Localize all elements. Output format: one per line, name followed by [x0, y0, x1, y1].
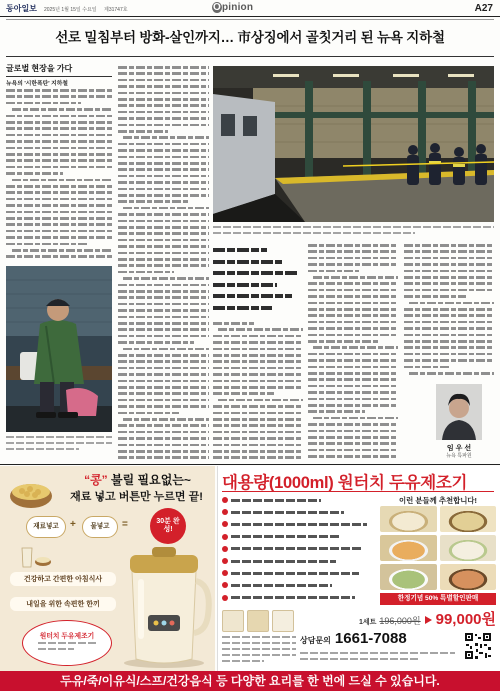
text-line	[213, 450, 303, 453]
text-line	[118, 328, 209, 331]
text-line	[6, 89, 112, 92]
ad-title-rule	[222, 491, 494, 492]
text-line	[213, 226, 494, 228]
text-line	[6, 191, 112, 194]
text-line	[213, 283, 277, 287]
text-line	[6, 243, 88, 246]
product-thumb	[247, 610, 269, 632]
text-line	[118, 405, 209, 408]
text-line	[118, 168, 209, 171]
text-line	[404, 295, 466, 298]
text-line	[12, 108, 112, 111]
series-title: 글로벌 현장을 가다	[6, 63, 112, 77]
text-line	[218, 328, 303, 331]
food-photo-soymilk	[380, 506, 437, 532]
recommend-heading: 이런 분들께 추천합니다!	[399, 496, 477, 505]
text-line	[222, 642, 296, 644]
qr-code-icon	[464, 632, 492, 660]
text-line	[213, 260, 282, 264]
checklist-item	[231, 584, 332, 587]
text-line	[404, 244, 494, 247]
text-line	[213, 271, 298, 275]
text-line	[213, 294, 292, 298]
text-line	[308, 410, 365, 413]
text-line	[308, 295, 398, 298]
text-line	[118, 290, 209, 293]
text-line	[308, 436, 398, 439]
text-line	[118, 412, 179, 415]
step-ingredients: 재료넣고	[26, 516, 66, 538]
text-line	[118, 360, 209, 363]
text-line	[213, 386, 303, 389]
text-line	[118, 181, 209, 184]
text-line	[308, 391, 398, 394]
text-line	[213, 405, 303, 408]
text-line	[404, 314, 494, 317]
text-line	[308, 334, 398, 337]
text-line	[308, 270, 359, 273]
text-line	[308, 449, 398, 452]
food-photo-soup	[380, 535, 437, 561]
text-line	[6, 102, 81, 105]
phone-number: 1661-7088	[334, 630, 407, 647]
text-line	[118, 399, 209, 402]
text-line	[213, 373, 303, 376]
text-line	[118, 322, 209, 325]
text-line	[6, 134, 112, 137]
text-line	[308, 366, 398, 369]
text-line	[118, 226, 209, 229]
text-line	[118, 220, 209, 223]
article-body-col4	[308, 244, 398, 462]
text-line	[313, 346, 398, 349]
price-sale: 99,000원	[435, 611, 496, 628]
text-line	[404, 353, 494, 356]
text-line	[118, 309, 209, 312]
ad-bottom-banner: 두유/죽/이유식/스프/건강음식 등 다양한 요리를 한 번에 드실 수 있습니다.	[0, 671, 500, 691]
text-line	[409, 302, 494, 305]
text-line	[118, 92, 209, 95]
text-line	[404, 366, 451, 369]
text-line	[6, 255, 112, 258]
text-line	[308, 257, 398, 260]
text-line	[118, 111, 209, 114]
text-line	[118, 85, 209, 88]
text-line	[222, 654, 296, 656]
feature-breakfast: 건강하고 간편한 아침식사	[10, 572, 116, 586]
ad-kicker	[60, 471, 215, 488]
ad-separator	[0, 464, 500, 465]
check-icon	[222, 558, 228, 564]
text-line	[213, 444, 303, 447]
text-line	[118, 303, 209, 306]
text-line	[6, 217, 112, 220]
feature-checklist	[222, 496, 374, 606]
text-line	[118, 367, 209, 370]
checklist-item	[231, 535, 340, 538]
text-line	[6, 223, 112, 226]
checklist-item	[231, 511, 344, 514]
text-line	[308, 289, 398, 292]
text-line	[118, 341, 194, 344]
newspaper-logo: 동아일보	[6, 3, 37, 13]
text-line	[308, 385, 398, 388]
text-line	[308, 423, 398, 426]
text-line	[118, 437, 209, 440]
text-line	[6, 166, 112, 169]
text-line	[308, 398, 398, 401]
article-body-col3	[213, 322, 303, 462]
text-line	[404, 257, 494, 260]
text-line	[308, 442, 398, 445]
text-line	[38, 648, 74, 650]
text-line	[118, 66, 209, 69]
text-line	[404, 346, 494, 349]
feature-meal: 내일을 위한 속편한 한끼	[10, 597, 116, 611]
header-rule	[6, 19, 494, 20]
ad-right-title: 대용량(1000ml) 원터치 두유제조기	[222, 474, 468, 492]
check-icon	[222, 546, 228, 552]
check-icon	[222, 521, 228, 527]
headline-rule	[6, 56, 494, 57]
text-line	[308, 321, 398, 324]
text-line	[313, 276, 398, 279]
text-line	[308, 404, 398, 407]
text-line	[409, 372, 494, 375]
text-line	[404, 321, 494, 324]
text-line	[6, 185, 112, 188]
food-photo-grid	[380, 506, 496, 590]
price-original: 196,000원	[379, 616, 421, 626]
page-number: A27	[474, 2, 493, 14]
text-line	[213, 456, 303, 459]
text-line	[213, 424, 303, 427]
text-line	[118, 79, 209, 82]
text-line	[213, 418, 303, 421]
text-line	[313, 417, 398, 420]
text-line	[213, 412, 303, 415]
text-line	[38, 642, 96, 644]
text-line	[123, 418, 209, 421]
text-line	[6, 204, 112, 207]
columnist-photo	[436, 384, 482, 440]
text-line	[308, 372, 398, 375]
text-line	[213, 232, 415, 234]
photo-caption-2	[213, 226, 494, 240]
text-line	[118, 316, 209, 319]
check-icon	[222, 509, 228, 515]
columnist-portrait	[436, 384, 482, 440]
soymilk-maker-product-image	[118, 545, 212, 668]
text-line	[308, 455, 398, 458]
check-icon	[222, 595, 228, 601]
text-line	[6, 172, 63, 175]
text-line	[308, 250, 398, 253]
section-name: Opinion	[213, 2, 254, 13]
text-line	[123, 136, 209, 139]
text-line	[123, 277, 209, 280]
text-line	[300, 658, 418, 660]
article-body-col2	[118, 66, 209, 462]
text-line	[6, 211, 112, 214]
food-photo-greens	[380, 564, 437, 590]
text-line	[118, 456, 209, 459]
text-line	[118, 284, 209, 287]
text-line	[118, 117, 209, 120]
text-line	[118, 162, 209, 165]
text-line	[6, 95, 112, 98]
text-line	[213, 306, 272, 310]
text-line	[118, 72, 209, 75]
text-line	[6, 127, 112, 130]
article-subheads	[213, 248, 303, 318]
step-plus: +	[70, 519, 76, 530]
text-line	[6, 153, 112, 156]
checklist-item	[231, 547, 363, 550]
food-photo-grain	[440, 564, 497, 590]
subway-passenger-image	[6, 266, 112, 432]
issue-number: 제31747호	[104, 6, 128, 13]
text-line	[404, 263, 494, 266]
text-line	[213, 392, 274, 395]
text-line	[6, 236, 112, 239]
price-row	[300, 608, 496, 629]
phone-contact	[300, 630, 460, 648]
text-line	[6, 442, 112, 444]
phone-label: 상담문의	[300, 636, 331, 645]
check-icon	[222, 497, 228, 503]
text-line	[308, 282, 398, 285]
text-line	[6, 147, 112, 150]
arrow-right-icon	[425, 616, 432, 624]
soymilk-glass-icon	[18, 546, 52, 568]
check-icon	[222, 582, 228, 588]
text-line	[118, 264, 209, 267]
text-line	[213, 348, 303, 351]
text-line	[118, 194, 209, 197]
text-line	[12, 179, 112, 182]
text-line	[118, 156, 209, 159]
text-line	[308, 378, 398, 381]
article-body-col5	[404, 244, 494, 380]
text-line	[222, 660, 264, 662]
text-line	[118, 373, 209, 376]
photo-caption-1	[6, 436, 112, 458]
product-thumb	[272, 610, 294, 632]
text-line	[213, 367, 303, 370]
food-photo-porridge	[440, 506, 497, 532]
text-line	[222, 636, 296, 638]
subway-passenger-photo	[6, 266, 112, 432]
column-subtitle: 뉴욕의 '시한폭탄' 지하철	[6, 81, 68, 87]
text-line	[118, 124, 209, 127]
text-line	[308, 302, 398, 305]
text-line	[118, 258, 209, 261]
check-icon	[222, 534, 228, 540]
text-line	[118, 354, 209, 357]
checklist-item	[231, 499, 321, 502]
text-line	[213, 360, 303, 363]
ad-fineprint-right	[300, 652, 455, 666]
text-line	[308, 430, 398, 433]
text-line	[213, 248, 267, 252]
page-header	[0, 0, 500, 17]
ad-fineprint-left	[222, 636, 296, 666]
text-line	[213, 322, 254, 325]
text-line	[308, 263, 398, 266]
text-line	[118, 188, 209, 191]
text-line	[118, 424, 209, 427]
text-line	[118, 335, 209, 338]
text-line	[308, 327, 398, 330]
price-unit: 1세트	[358, 619, 377, 626]
text-line	[308, 314, 398, 317]
text-line	[6, 159, 112, 162]
checklist-item	[231, 560, 336, 563]
text-line	[218, 399, 303, 402]
text-line	[404, 340, 494, 343]
columnist-name: 임 우 선	[446, 445, 472, 452]
text-line	[308, 353, 398, 356]
text-line	[404, 276, 494, 279]
ad-kicker-text: 불릴 필요없는~	[107, 473, 191, 487]
text-line	[404, 359, 494, 362]
text-line	[308, 308, 398, 311]
text-line	[118, 392, 209, 395]
text-line	[404, 250, 494, 253]
text-line	[6, 121, 112, 124]
step-result-badge: 30분 완성!	[150, 508, 186, 544]
text-line	[6, 140, 112, 143]
text-line	[118, 296, 209, 299]
text-line	[118, 149, 209, 152]
text-line	[12, 249, 112, 252]
text-line	[222, 648, 296, 650]
issue-date: 2025년 1월 15일 수요일	[44, 6, 97, 13]
product-thumb	[222, 610, 244, 632]
subway-platform-photo	[213, 66, 494, 222]
columnist-title: 뉴욕 특파원	[446, 453, 472, 459]
text-line	[118, 444, 209, 447]
text-line	[404, 334, 494, 337]
text-line	[213, 335, 303, 338]
checklist-item	[231, 572, 359, 575]
step-equals: =	[122, 519, 128, 530]
ad-circle-text: 원터치 두유제조기	[39, 633, 95, 640]
text-line	[118, 239, 209, 242]
text-line	[118, 232, 209, 235]
text-line	[118, 104, 209, 107]
text-line	[118, 386, 209, 389]
text-line	[6, 230, 112, 233]
checklist-item	[231, 523, 367, 526]
text-line	[123, 207, 209, 210]
text-line	[118, 130, 168, 133]
ad-left-title: 재료 넣고 버튼만 누르면 끝!	[70, 491, 203, 503]
text-line	[118, 213, 209, 216]
ad-circle-fineprint	[38, 642, 96, 656]
text-line	[118, 252, 209, 255]
headline: 선로 밀침부터 방화-살인까지… 市상징에서 골칫거리 된 뉴욕 지하철	[55, 30, 445, 45]
soybean-bowl-icon	[8, 474, 54, 512]
text-line	[404, 308, 494, 311]
checklist-item	[231, 596, 355, 599]
text-line	[213, 341, 303, 344]
text-line	[213, 380, 303, 383]
text-line	[118, 431, 209, 434]
text-line	[213, 431, 303, 434]
text-line	[308, 244, 398, 247]
text-line	[404, 270, 494, 273]
text-line	[404, 289, 494, 292]
food-photo-babyfood	[440, 535, 497, 561]
promo-banner: 한정기념 50% 특별할인판매	[380, 593, 496, 605]
text-line	[118, 245, 209, 248]
text-line	[118, 98, 209, 101]
text-line	[118, 200, 189, 203]
text-line	[118, 143, 209, 146]
text-line	[6, 115, 112, 118]
ad-kicker-highlight: “콩”	[84, 473, 108, 487]
article-body-col1	[6, 89, 112, 261]
text-line	[404, 327, 494, 330]
text-line	[308, 359, 398, 362]
text-line	[123, 348, 209, 351]
check-icon	[222, 570, 228, 576]
step-water: 물넣고	[82, 516, 118, 538]
text-line	[404, 282, 494, 285]
text-line	[118, 271, 174, 274]
text-line	[308, 340, 380, 343]
text-line	[213, 437, 303, 440]
text-line	[6, 436, 112, 438]
text-line	[118, 175, 209, 178]
text-line	[118, 450, 209, 453]
text-line	[118, 380, 209, 383]
text-line	[6, 198, 112, 201]
text-line	[300, 652, 455, 654]
subway-platform-image	[213, 66, 494, 222]
text-line	[213, 354, 303, 357]
text-line	[6, 448, 79, 450]
